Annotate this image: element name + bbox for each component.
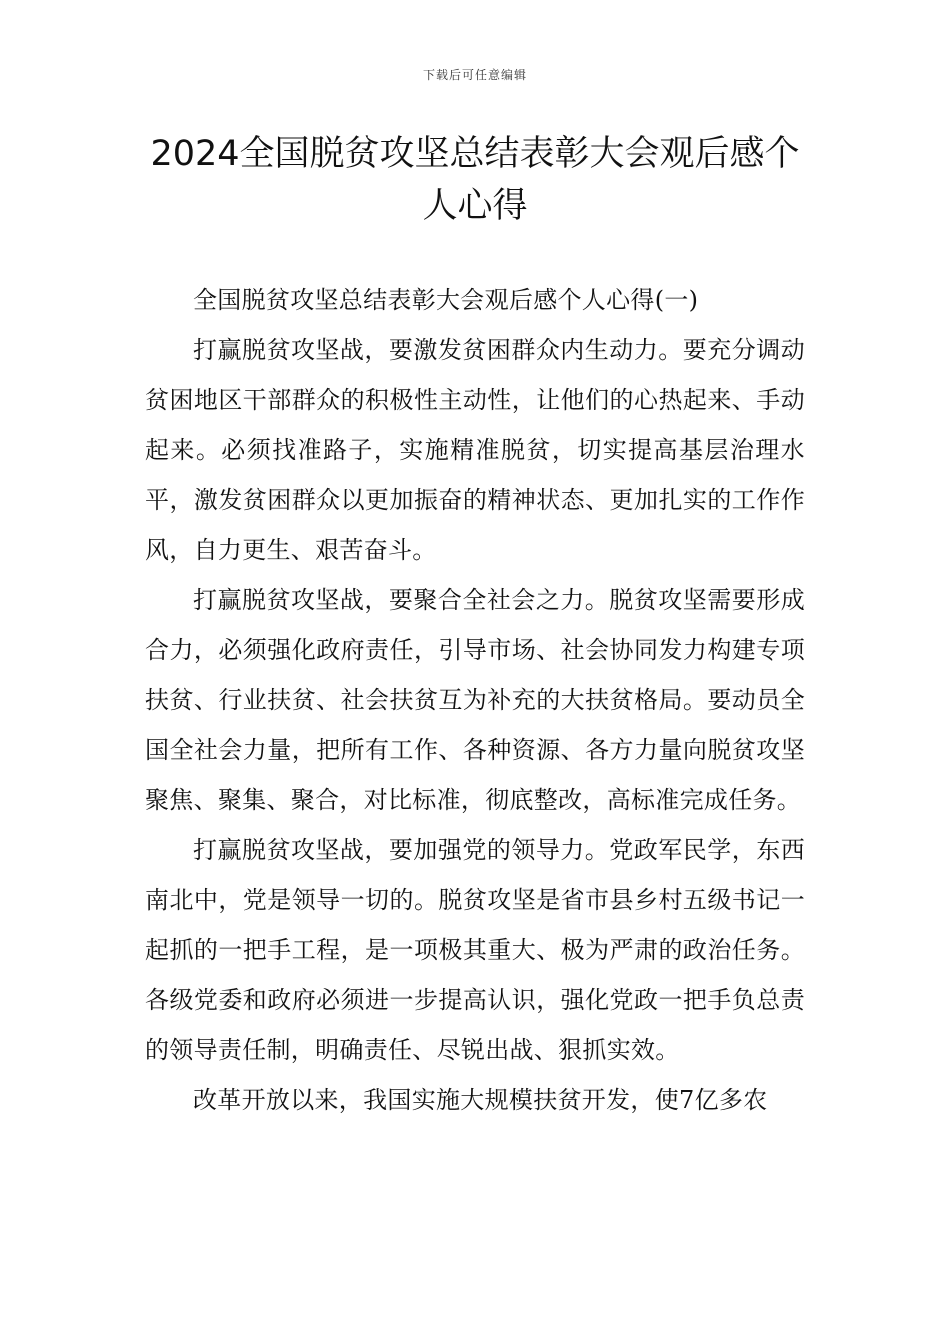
- paragraph: 改革开放以来，我国实施大规模扶贫开发，使7亿多农: [193, 1086, 768, 1114]
- document-body: [145, 275, 805, 1125]
- paragraph-subheading: 全国脱贫攻坚总结表彰大会观后感个人心得(一): [193, 286, 699, 314]
- paragraph: 打赢脱贫攻坚战，要聚合全社会之力。脱贫攻坚需要形成合力，必须强化政府责任，引导市场、社会协同发力构建专项扶贫、行业扶贫、社会扶贫互为补充的大扶贫格局。要动员全国全社会力量，把所有工作、各种资源、各方力量向脱贫攻坚聚焦、聚集、聚合，对比标准，彻底整改，高标准完成任务。: [145, 586, 805, 814]
- header-note: 下载后可任意编辑: [422, 68, 527, 82]
- paragraph: 打赢脱贫攻坚战，要激发贫困群众内生动力。要充分调动贫困地区干部群众的积极性主动性，让他们的心热起来、手动起来。必须找准路子，实施精准脱贫，切实提高基层治理水平，激发贫困群众以更加振奋的精神状态、更加扎实的工作作风，自力更生、艰苦奋斗。: [145, 336, 805, 564]
- paragraph: 打赢脱贫攻坚战，要加强党的领导力。党政军民学，东西南北中，党是领导一切的。脱贫攻坚是省市县乡村五级书记一起抓的一把手工程，是一项极其重大、极为严肃的政治任务。各级党委和政府必须进一步提高认识，强化党政一把手负总责的领导责任制，明确责任、尽锐出战、狠抓实效。: [145, 836, 805, 1064]
- document-title: 2024全国脱贫攻坚总结表彰大会观后感个人心得: [150, 134, 800, 226]
